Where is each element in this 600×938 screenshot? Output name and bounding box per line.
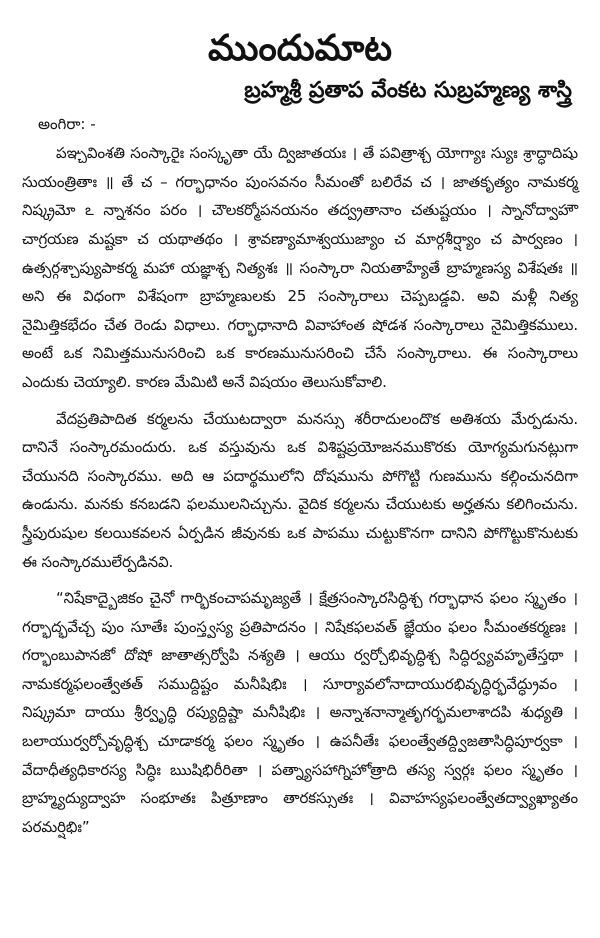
paragraph-samskara-definition: వేదప్రతిపాదిత కర్మలను చేయుటద్వారా మనస్సు శరీరాదులందొక అతిశయ మేర్పడును. దానినే సంస్కారమందురు. ఒక వస్తువును ఒక విశిష్టప్రయోజనముకొరకు యోగ్యమగునట్లుగా చేయునది సంస్కారము. అది ఆ పదార్థములోని దోషమును పోగొట్టి గుణమును కల్గించునదిగా ఉండును. మనకు కనబడని ఫలములనిచ్చును. వైదిక కర్మలను చేయుటకు అర్హతను కలిగించును. స్త్రీపురుషుల కలయికవలన ఏర్పడిన జీవునకు ఒక పాపము చుట్టుకొనగా దానిని పోగొట్టుకొనుటకు ఈ సంస్కారములేర్పడినవి.: [22, 409, 578, 571]
page-title: ముందుమాట: [207, 28, 393, 69]
paragraph-quotation: “నిషేకాద్బైజికం చైనో గార్భికంచాపమృజ్యతే । క్షేత్రసంస్కారసిద్ధిశ్చ గర్భాధాన ఫలం స్మృతం । గర్భాద్భవేచ్చ పుం సూతేః పుంస్త్వస్య ప్రతిపాదనం । నిషేకఫలవత్ జ్ఞేయం ఫలం సీమంతకర్మణః । గర్భాంబుపానజో దోషో జాతాత్సర్వోపి నశ్యతి । ఆయు ర్వర్చోభివృద్ధిశ్చ సిద్ధిర్వ్యవహృతేస్తథా । నామకర్మఫలంత్వేతత్ సముద్దిష్టం మనీషిభిః । సూర్యావలోనాదాయురభివృద్ధిర్భవేద్ధ్రువం । నిష్క్రమా దాయు శ్రీర్వృద్ధి రప్యుద్దిష్టా మనీషిభిః । అన్నాశనాన్మాతృగర్భమలాశాదపి శుధ్యతి । బలాయుర్వర్చోవృద్ధిశ్చ చూడాకర్మ ఫలం స్మృతం । ఉపనీతేః ఫలంత్వేతద్ద్విజతాసిద్ధిపూర్వకా । వేదాధీత్యధికారస్య సిద్ధిః ఋషిభిరీరితా । పత్న్యాసహాగ్నిహోత్రాది తస్య స్వర్గః ఫలం స్మృతం । బ్రాహ్మ్యద్యుద్వాహ సంభూతః పిత్రూణాం తారకస్సుతః । వివాహస్యఫలంత్వేతద్వ్యాఖ్యాతం పరమర్షిభిః”: [22, 589, 578, 836]
author-name: బ్రహ్మశ్రీ ప్రతాప వేంకట సుబ్రహ్మణ్య శాస్త్రి: [244, 77, 572, 103]
paragraph-samskaras-list: పఞ్చవింశతి సంస్కారైః సంస్కృతా యే ద్విజాతయః । తే పవిత్రాశ్చ యోగ్యాః స్యుః శ్రాద్ధాదిషు సుయంత్రితాః ॥ తే చ – గర్భాధానం పుంసవనం సీమంతో బలిరేవ చ । జాతకృత్యం నామకర్మ నిష్క్రమో ఽ న్నాశనం పరం । చౌలకర్మోపనయనం తద్వ్రతానాం చతుష్టయం । స్నానోద్వాహౌ చాగ్రయణ మష్టకా చ యథాతథం । శ్రావణ్యామాశ్వయుజ్యాం చ మార్గశీర్ష్యాం చ పార్వణం । ఉత్సర్గశ్చాప్యుపాకర్మ మహా యజ్ఞాశ్చ నిత్యశః ॥ సంస్కారా నియతాహ్యేతే బ్రాహ్మణస్య విశేషతః ॥ అని ఈ విధంగా విశేషంగా బ్రాహ్మణులకు 25 సంస్కారాలు చెప్పబడ్డవి. అవి మళ్లీ నిత్య నైమిత్తికభేదం చేత రెండు విధాలు. గర్భాధానాది వివాహాంత షోడశ సంస్కారాలు నైమిత్తికములు. అంటే ఒక నిమిత్తమునుసరించి ఒక కారణమునుసరించి చేసే సంస్కారాలు. ఈ సంస్కారాలు ఎందుకు చెయ్యాలి. కారణ మేమిటి అనే విషయం తెలుసుకోవాలి.: [22, 144, 578, 391]
salutation: అంగిరా: -: [38, 115, 96, 134]
